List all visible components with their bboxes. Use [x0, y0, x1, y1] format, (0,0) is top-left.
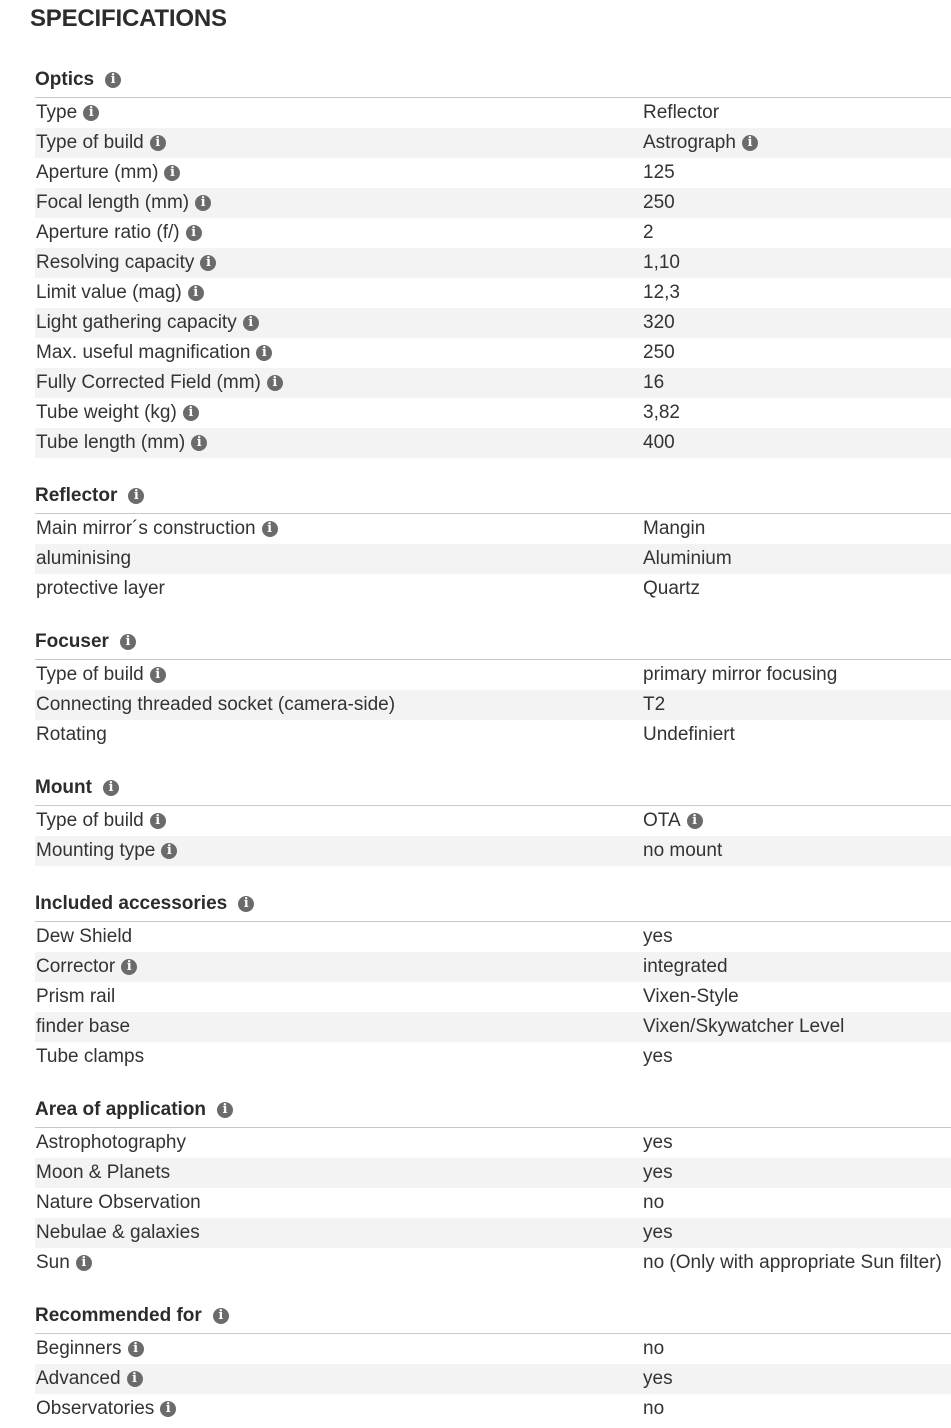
spec-label: Aperture (mm) [36, 162, 159, 183]
section-header [35, 1299, 951, 1334]
section-mount [0, 771, 951, 866]
section-header [35, 63, 951, 98]
info-icon[interactable]: i [687, 813, 703, 829]
spec-label: Tube clamps [36, 1046, 145, 1067]
spec-row-rotating [35, 720, 951, 750]
spec-label: Mounting type [36, 840, 156, 861]
spec-label: Nature Observation [36, 1192, 201, 1213]
spec-row-tube-clamps [35, 1042, 951, 1072]
info-icon[interactable]: i [238, 896, 254, 912]
spec-row-focuser-build [35, 660, 951, 690]
spec-value: Reflector [643, 102, 720, 123]
spec-row-nebulae-galaxies [35, 1218, 951, 1248]
spec-row-prism-rail [35, 982, 951, 1012]
spec-value: 320 [643, 312, 675, 333]
info-icon[interactable]: i [128, 1341, 144, 1357]
info-icon[interactable]: i [105, 72, 121, 88]
spec-row-light-gathering [35, 308, 951, 338]
section-title: Area of application [35, 1099, 207, 1120]
section-title: Focuser [35, 631, 109, 652]
spec-label: protective layer [36, 578, 165, 599]
section-title: Recommended for [35, 1305, 202, 1326]
section-reflector [0, 479, 951, 604]
spec-label: Focal length (mm) [36, 192, 190, 213]
spec-label: Beginners [36, 1338, 122, 1359]
spec-label: Type [36, 102, 78, 123]
section-title: Included accessories [35, 893, 228, 914]
spec-row-type-of-build [35, 128, 951, 158]
info-icon[interactable]: i [262, 521, 278, 537]
spec-label: Aperture ratio (f/) [36, 222, 180, 243]
info-icon[interactable]: i [267, 375, 283, 391]
spec-label: Dew Shield [36, 926, 133, 947]
spec-label: Type of build [36, 810, 144, 831]
spec-value: OTA [643, 810, 681, 831]
spec-row-observatories [35, 1394, 951, 1424]
spec-row-advanced [35, 1364, 951, 1394]
spec-label: Corrector [36, 956, 116, 977]
spec-label: Connecting threaded socket (camera-side) [36, 694, 396, 715]
spec-label: Type of build [36, 664, 144, 685]
spec-row-finder-base [35, 1012, 951, 1042]
spec-value: no [643, 1192, 665, 1213]
page-title: SPECIFICATIONS [30, 5, 227, 32]
section-header [35, 1093, 951, 1128]
info-icon[interactable]: i [188, 285, 204, 301]
spec-row-aluminising [35, 544, 951, 574]
spec-label: Sun [36, 1252, 70, 1273]
info-icon[interactable]: i [161, 843, 177, 859]
info-icon[interactable]: i [742, 135, 758, 151]
info-icon[interactable]: i [121, 959, 137, 975]
section-header [35, 479, 951, 514]
info-icon[interactable]: i [243, 315, 259, 331]
info-icon[interactable]: i [103, 780, 119, 796]
info-icon[interactable]: i [200, 255, 216, 271]
spec-row-threaded-socket [35, 690, 951, 720]
spec-row-dew-shield [35, 922, 951, 952]
spec-value: 12,3 [643, 282, 680, 303]
spec-value: yes [643, 926, 673, 947]
spec-value: 125 [643, 162, 675, 183]
section-title: Optics [35, 69, 95, 90]
spec-value: yes [643, 1046, 673, 1067]
info-icon[interactable]: i [160, 1401, 176, 1417]
spec-value: yes [643, 1368, 673, 1389]
spec-label: Nebulae & galaxies [36, 1222, 200, 1243]
spec-label: Resolving capacity [36, 252, 195, 273]
spec-row-resolving-capacity [35, 248, 951, 278]
spec-label: Max. useful magnification [36, 342, 251, 363]
spec-row-tube-length [35, 428, 951, 458]
info-icon[interactable]: i [150, 667, 166, 683]
spec-row-beginners [35, 1334, 951, 1364]
spec-label: Limit value (mag) [36, 282, 182, 303]
spec-label: aluminising [36, 548, 132, 569]
spec-label: Moon & Planets [36, 1162, 171, 1183]
section-title: Reflector [35, 485, 118, 506]
spec-value: integrated [643, 956, 728, 977]
info-icon[interactable]: i [217, 1102, 233, 1118]
spec-label: Prism rail [36, 986, 116, 1007]
spec-row-corrector [35, 952, 951, 982]
spec-value: 250 [643, 192, 675, 213]
section-area-of-application [0, 1093, 951, 1278]
spec-value: 400 [643, 432, 675, 453]
section-header [35, 887, 951, 922]
spec-value: no mount [643, 840, 723, 861]
section-optics [0, 63, 951, 458]
info-icon[interactable]: i [150, 135, 166, 151]
spec-row-protective-layer [35, 574, 951, 604]
spec-value: Vixen/Skywatcher Level [643, 1016, 845, 1037]
spec-label: Light gathering capacity [36, 312, 237, 333]
spec-value: 1,10 [643, 252, 680, 273]
spec-value: no (Only with appropriate Sun filter) [643, 1252, 942, 1273]
spec-value: Aluminium [643, 548, 732, 569]
spec-value: yes [643, 1132, 673, 1153]
spec-value: Astrograph [643, 132, 736, 153]
spec-label: Astrophotography [36, 1132, 186, 1153]
spec-row-nature-observation [35, 1188, 951, 1218]
spec-row-corrected-field [35, 368, 951, 398]
spec-value: yes [643, 1162, 673, 1183]
section-recommended-for [0, 1299, 951, 1424]
spec-row-main-mirror [35, 514, 951, 544]
spec-value: Vixen-Style [643, 986, 739, 1007]
section-title: Mount [35, 777, 92, 798]
spec-value: Undefiniert [643, 724, 735, 745]
info-icon[interactable]: i [186, 225, 202, 241]
info-icon[interactable]: i [127, 1371, 143, 1387]
spec-row-moon-planets [35, 1158, 951, 1188]
spec-label: Advanced [36, 1368, 121, 1389]
spec-row-sun [35, 1248, 951, 1278]
info-icon[interactable]: i [183, 405, 199, 421]
spec-row-aperture-ratio [35, 218, 951, 248]
section-header [35, 625, 951, 660]
info-icon[interactable]: i [191, 435, 207, 451]
spec-label: Rotating [36, 724, 107, 745]
spec-row-max-magnification [35, 338, 951, 368]
spec-value: 16 [643, 372, 665, 393]
info-icon[interactable]: i [128, 488, 144, 504]
spec-value: yes [643, 1222, 673, 1243]
section-focuser [0, 625, 951, 750]
info-icon[interactable]: i [164, 165, 180, 181]
info-icon[interactable]: i [195, 195, 211, 211]
spec-row-focal-length [35, 188, 951, 218]
spec-label: Observatories [36, 1398, 155, 1419]
spec-label: Tube weight (kg) [36, 402, 177, 423]
info-icon[interactable]: i [150, 813, 166, 829]
spec-row-tube-weight [35, 398, 951, 428]
spec-row-type [35, 98, 951, 128]
spec-value: no [643, 1398, 665, 1419]
spec-value: 250 [643, 342, 675, 363]
spec-value: 3,82 [643, 402, 680, 423]
spec-label: Main mirror´s construction [36, 518, 256, 539]
spec-value: Quartz [643, 578, 701, 599]
section-header [35, 771, 951, 806]
spec-row-mount-build [35, 806, 951, 836]
spec-row-astrophotography [35, 1128, 951, 1158]
spec-value: primary mirror focusing [643, 664, 838, 685]
spec-row-aperture [35, 158, 951, 188]
spec-label: finder base [36, 1016, 131, 1037]
spec-value: 2 [643, 222, 654, 243]
spec-value: Mangin [643, 518, 706, 539]
info-icon[interactable]: i [256, 345, 272, 361]
spec-value: T2 [643, 694, 666, 715]
info-icon[interactable]: i [120, 634, 136, 650]
info-icon[interactable]: i [76, 1255, 92, 1271]
spec-label: Fully Corrected Field (mm) [36, 372, 261, 393]
spec-value: no [643, 1338, 665, 1359]
spec-label: Type of build [36, 132, 144, 153]
info-icon[interactable]: i [83, 105, 99, 121]
spec-label: Tube length (mm) [36, 432, 186, 453]
section-included-accessories [0, 887, 951, 1072]
info-icon[interactable]: i [213, 1308, 229, 1324]
spec-row-limit-value [35, 278, 951, 308]
spec-row-mounting-type [35, 836, 951, 866]
